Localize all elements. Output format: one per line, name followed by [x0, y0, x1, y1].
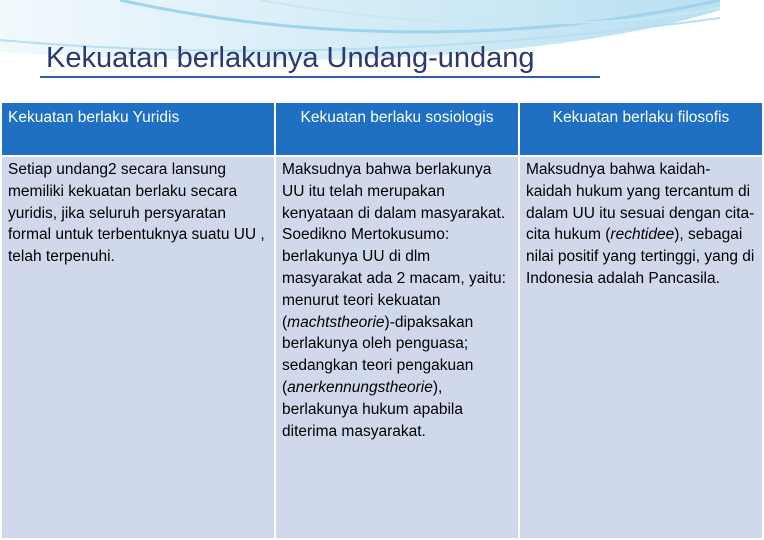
cell-sosiologis-text-1: Maksudnya bahwa berlakunya UU itu telah merupakan kenyataan di dalam masyarakat. Soedikno Mertokusumo: berlakunya UU di dlm masyarakat ada 2 macam, yaitu: menurut teori kekuatan (	[282, 161, 506, 331]
term-rechtidee: rechtidee	[610, 226, 675, 244]
header-filosofis: Kekuatan berlaku filosofis	[519, 102, 763, 156]
header-sosiologis: Kekuatan berlaku sosiologis	[275, 102, 519, 156]
term-machtstheorie: machtstheorie	[287, 313, 385, 331]
table-header-row	[1, 102, 763, 156]
cell-yuridis-text: Setiap undang2 secara lansung memiliki kekuatan berlaku secara yuridis, jika seluruh persyaratan formal untuk terbentuknya suatu UU , telah terpenuhi.	[8, 161, 265, 266]
cell-filosofis-text-1: Maksudnya bahwa kaidah-kaidah hukum yang tercantum di dalam UU itu sesuai dengan cita-cita hukum (	[526, 161, 755, 244]
cell-filosofis	[519, 156, 763, 539]
term-anerkennungstheorie: anerkennungstheorie	[287, 378, 433, 396]
cell-yuridis	[1, 156, 275, 539]
page-title: Kekuatan berlakunya Undang-undang	[46, 42, 535, 74]
cell-sosiologis-text-3: ), berlakunya hukum apabila diterima masyarakat.	[282, 378, 463, 440]
title-underline	[40, 76, 600, 78]
header-yuridis: Kekuatan berlaku Yuridis	[1, 102, 275, 156]
comparison-table	[0, 101, 764, 540]
table-row	[1, 156, 763, 539]
cell-sosiologis-text-2: )-dipaksakan berlakunya oleh penguasa; sedangkan teori pengakuan (	[282, 313, 474, 396]
cell-sosiologis	[275, 156, 519, 539]
cell-filosofis-text-2: ), sebagai nilai positif yang tertinggi, yang di Indonesia adalah Pancasila.	[526, 226, 755, 287]
